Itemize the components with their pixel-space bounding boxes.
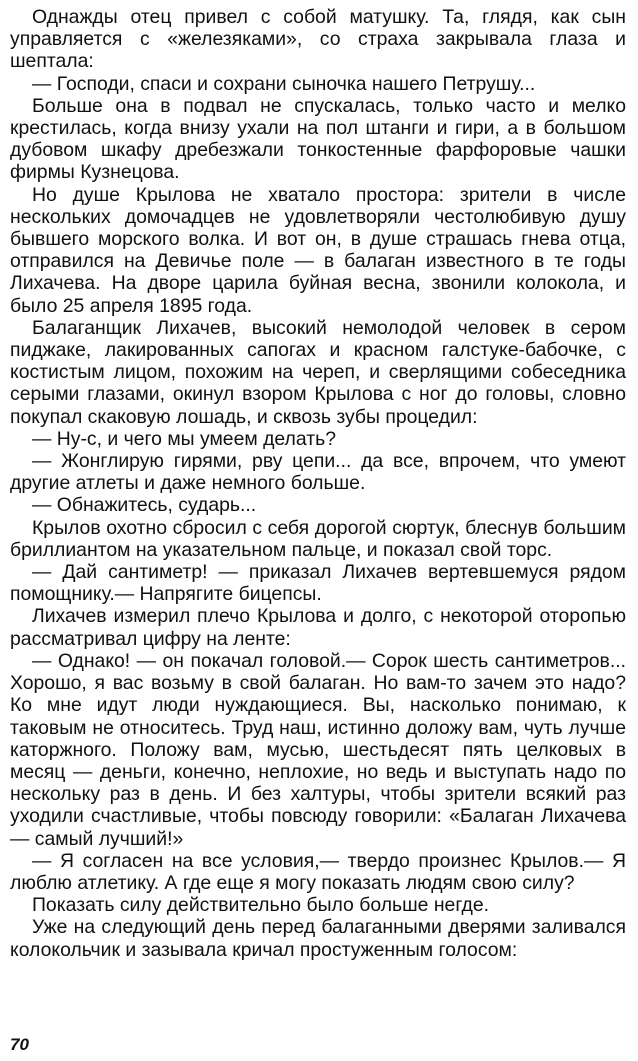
paragraph: — Я согласен на все условия,— твердо произнес Крылов.— Я люблю атлетику. А где еще я могу показать людям свою силу? (10, 849, 626, 894)
paragraph: — Господи, спаси и сохрани сыночка нашего Петрушу... (32, 72, 536, 95)
paragraph: — Обнажитесь, сударь... (32, 494, 257, 517)
page-text (10, 6, 626, 1016)
paragraph: Больше она в подвал не спускалась, только часто и мелко крестилась, когда внизу ухали на пол штанги и гири, а в большом дубовом шкафу дребезжали тонкостенные фарфоровые чашки фирмы Кузнецова. (10, 94, 626, 184)
paragraph: Лихачев измерил плечо Крылова и долго, с некоторой оторопью рассматривал цифру на ленте: (10, 605, 626, 650)
paragraph: Уже на следующий день перед балаганными дверями заливался колокольчик и зазывала кричал простуженным голосом: (10, 916, 626, 961)
paragraph: Крылов охотно сбросил с себя дорогой сюртук, блеснув большим бриллиантом на указательном пальце, и показал свой торс. (10, 516, 626, 561)
paragraph: — Ну-с, и чего мы умеем делать? (32, 427, 336, 450)
paragraph: — Однако! — он покачал головой.— Сорок шесть сантиметров... Хорошо, я вас возьму в свой балаган. Но вам-то зачем это надо? Ко мне идут люди нуждающиеся. Вы, насколько понимаю, к таковым не относитесь. Труд наш, истинно доложу вам, чуть лучше каторжного. Положу вам, мусью, шестьдесят пять целковых в месяц — деньги, конечно, неплохие, но ведь и выступать надо по нескольку раз в день. И без халтуры, чтобы зрители всякий раз уходили счастливые, чтобы повсюду говорили: «Балаган Лихачева — самый лучший!» (10, 649, 626, 850)
paragraph: — Жонглирую гирями, рву цепи... да все, впрочем, что умеют другие атлеты и даже немного больше. (10, 450, 626, 495)
paragraph: Однажды отец привел с собой матушку. Та, глядя, как сын управляется с «железяками», со страха закрывала глаза и шептала: (10, 6, 626, 73)
paragraph: Показать силу действительно было больше негде. (32, 894, 490, 917)
paragraph: — Дай сантиметр! — приказал Лихачев вертевшемуся рядом помощнику.— Напрягите бицепсы. (10, 561, 626, 606)
book-page (10, 6, 626, 1056)
page-number: 70 (10, 1034, 29, 1054)
paragraph: Балаганщик Лихачев, высокий немолодой человек в сером пиджаке, лакированных сапогах и красном галстуке-бабочке, с костистым лицом, похожим на череп, и сверлящими собеседника серыми глазами, окинул взором Крылова с ног до головы, словно покупал скаковую лошадь, и сквозь зубы процедил: (10, 316, 626, 428)
paragraph: Но душе Крылова не хватало простора: зрители в числе нескольких домочадцев не удовлетворяли честолюбивую душу бывшего морского волка. И вот он, в душе страшась гнева отца, отправился на Девичье поле — в балаган известного в те годы Лихачева. На дворе царила буйная весна, звонили колокола, и было 25 апреля 1895 года. (10, 183, 626, 317)
